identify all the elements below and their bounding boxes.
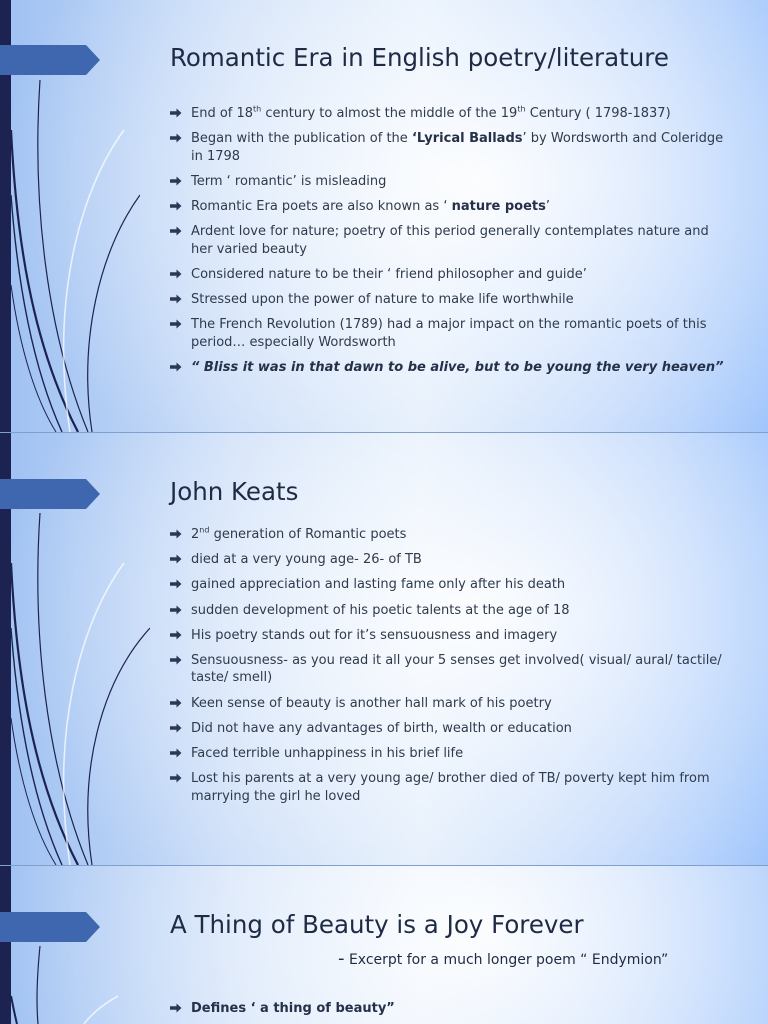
list-item: died at a very young age- 26- of TB bbox=[170, 551, 730, 569]
bullet-list bbox=[170, 526, 730, 813]
list-item: Defines ‘ a thing of beauty” bbox=[170, 1000, 730, 1018]
arrow-right-bullet-icon bbox=[170, 773, 182, 783]
arrow-right-bullet-icon bbox=[170, 630, 182, 640]
arrow-right-bullet-icon bbox=[170, 226, 182, 236]
list-item: gained appreciation and lasting fame only after his death bbox=[170, 576, 730, 594]
arrow-right-bullet-icon bbox=[170, 133, 182, 143]
bullet-list bbox=[170, 105, 730, 384]
decorative-curves bbox=[0, 866, 140, 1024]
arrow-right-bullet-icon bbox=[170, 201, 182, 211]
arrow-right-bullet-icon bbox=[170, 655, 182, 665]
list-item: 2nd generation of Romantic poets bbox=[170, 526, 730, 544]
slide-thing-of-beauty bbox=[0, 866, 768, 1024]
slide-title: John Keats bbox=[170, 477, 299, 506]
quote-text: “ Bliss it was in that dawn to be alive, but to be young the very heaven” bbox=[191, 360, 724, 375]
arrow-right-bullet-icon bbox=[170, 176, 182, 186]
list-item: The French Revolution (1789) had a major impact on the romantic poets of this period… especially Wordsworth bbox=[170, 316, 730, 351]
list-item: Romantic Era poets are also known as ‘ nature poets’ bbox=[170, 198, 730, 216]
arrow-right-bullet-icon bbox=[170, 698, 182, 708]
title-tab-marker bbox=[0, 912, 100, 942]
arrow-right-bullet-icon bbox=[170, 108, 182, 118]
list-item: Stressed upon the power of nature to make life worthwhile bbox=[170, 291, 730, 309]
list-item: Ardent love for nature; poetry of this period generally contemplates nature and her varied beauty bbox=[170, 223, 730, 258]
arrow-right-bullet-icon bbox=[170, 294, 182, 304]
arrow-right-bullet-icon bbox=[170, 554, 182, 564]
list-item: Term ‘ romantic’ is misleading bbox=[170, 173, 730, 191]
arrow-right-bullet-icon bbox=[170, 605, 182, 615]
title-tab-marker bbox=[0, 479, 100, 509]
list-item bbox=[170, 359, 730, 377]
list-item: Began with the publication of the ‘Lyrical Ballads’ by Wordsworth and Coleridge in 1798 bbox=[170, 130, 730, 165]
list-item: Faced terrible unhappiness in his brief life bbox=[170, 745, 730, 763]
arrow-right-bullet-icon bbox=[170, 579, 182, 589]
list-item: His poetry stands out for it’s sensuousness and imagery bbox=[170, 627, 730, 645]
slide-title: Romantic Era in English poetry/literature bbox=[170, 43, 669, 72]
list-item: End of 18th century to almost the middle of the 19th Century ( 1798-1837) bbox=[170, 105, 730, 123]
arrow-right-bullet-icon bbox=[170, 269, 182, 279]
arrow-right-bullet-icon bbox=[170, 529, 182, 539]
list-item: Considered nature to be their ‘ friend philosopher and guide’ bbox=[170, 266, 730, 284]
bullet-list bbox=[170, 1000, 730, 1024]
list-item: sudden development of his poetic talents at the age of 18 bbox=[170, 602, 730, 620]
list-item: Did not have any advantages of birth, wealth or education bbox=[170, 720, 730, 738]
list-item: Keen sense of beauty is another hall mark of his poetry bbox=[170, 695, 730, 713]
list-item: Sensuousness- as you read it all your 5 senses get involved( visual/ aural/ tactile/ taste/ smell) bbox=[170, 652, 730, 687]
arrow-right-bullet-icon bbox=[170, 723, 182, 733]
slide-subtitle: - Excerpt for a much longer poem “ Endymion” bbox=[338, 948, 669, 969]
arrow-right-bullet-icon bbox=[170, 748, 182, 758]
arrow-right-bullet-icon bbox=[170, 1003, 182, 1013]
slide-title: A Thing of Beauty is a Joy Forever bbox=[170, 910, 584, 939]
slide-john-keats bbox=[0, 433, 768, 865]
arrow-right-bullet-icon bbox=[170, 362, 182, 372]
arrow-right-bullet-icon bbox=[170, 319, 182, 329]
slide-romantic-era bbox=[0, 0, 768, 432]
list-item: Lost his parents at a very young age/ brother died of TB/ poverty kept him from marrying the girl he loved bbox=[170, 770, 730, 805]
title-tab-marker bbox=[0, 45, 100, 75]
